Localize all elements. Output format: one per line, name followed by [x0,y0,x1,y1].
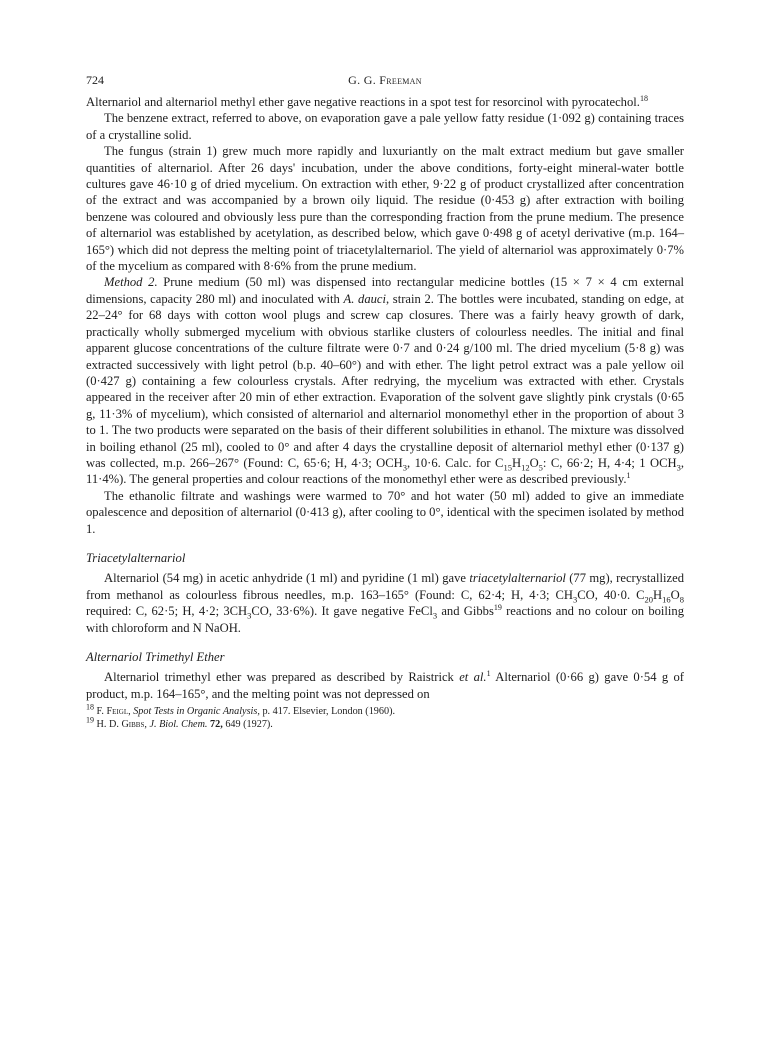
footnote-19: $^{19}$ H. D. Gibbs, J. Biol. Chem. 72, 649 (1927). [86,715,273,730]
paragraph-trimethyl-ether: Alternariol trimethyl ether was prepared as described by Raistrick et al.$^1$ Alternariol (0·66 g) gave 0·54 g of product, m.p. 164–165°, and the melting point was not depressed on [86,669,684,701]
reference-19: 19 [493,603,502,612]
species-name: A. dauci [343,291,386,306]
reference-1-raistrick: 1 [486,669,491,679]
footnotes [86,702,684,731]
journal-page [86,72,684,731]
paragraph-malt-medium: The fungus (strain 1) grew much more rapidly and luxuriantly on the malt extract medium but gave smaller quantities of alternariol. After 26 days' incubation, under the above conditions, forty-eight mineral-water bottle cultures gave 46·10 g of dried mycelium. On extraction with ether, 9·22 g of product crystallized after concentration of the extract and was accompanied by a brown oily liquid. The residue (0·453 g) after extraction with boiling benzene was coloured and obviously less pure than the corresponding fraction from the prune medium. The presence of alternariol was established by acetylation, as described below, which gave 0·498 g of acetyl derivative (m.p. 164–165°) which did not depress the melting point of triacetylalternariol. The yield of alternariol was approximately 0·7% of the mycelium as compared with 8·6% from the prune medium. [86,144,684,274]
reference-1: 1 [626,471,631,481]
section-heading-trimethyl-ether: Alternariol Trimethyl Ether [86,650,225,664]
footnote-18: $^{18}$ F. Feigl, Spot Tests in Organic Analysis, p. 417. Elsevier, London (1960). [86,702,396,718]
method-2-label: Method 2. [104,275,158,290]
paragraph-triacetylalternariol: Alternariol (54 mg) in acetic anhydride (1 ml) and pyridine (1 ml) gave triacetylalternariol (77 mg), recrystallized from methanol as colourless fibrous needles, m.p. 163–165° (Found: C, 62·4; H, 4·3; $CH_3CO$, 40·0. $C_{20}H_{16}O_8$ required: C, 62·5; H, 4·2; $3CH_3CO$, 33·6%). It gave negative FeCl$_3$ and Gibbs$^{19}$ reactions and no colour on boiling with chloroform and N NaOH. [86,571,685,635]
page-header [86,72,684,94]
page-number: 724 [86,73,104,87]
reference-18: 18 [639,93,648,103]
paragraph-benzene-extract: The benzene extract, referred to above, on evaporation gave a pale yellow fatty residue (1·092 g) containing traces of a crystalline solid. [86,111,684,142]
section-heading-triacetylalternariol: Triacetylalternariol [86,550,186,565]
running-title: G. G. Freeman [348,73,422,87]
paragraph-method-2: Method 2. Prune medium (50 ml) was dispensed into rectangular medicine bottles (15 × 7 × 4 cm external dimensions, capacity 280 ml) and inoculated with A. dauci, strain 2. The bottles were incubated, standing on edge, at 22–24° for 68 days with cotton wool plugs and screw cap closures. There was a fairly heavy growth of dark, practically wholly submerged mycelium with obvious starlike clusters of colourless needles. The initial and final apparent glucose concentrations of the culture filtrate were 0·7 and 0·24 g/100 ml. The dried mycelium (5·8 g) was extracted successively with light petrol (b.p. 40–60°) and with ether. The light petrol extract was a pale yellow oil (0·427 g) containing a few colourless crystals. After redrying, the mycelium was extracted with ether. Crystals appeared in the receiver after 20 min of ether extraction. Evaporation of the solvent gave slightly pink crystals (0·65 g, 11·3% of mycelium), which consisted of alternariol and alternariol monomethyl ether in the proportion of about 3 to 1. The two products were separated on the basis of their different solubilities in ethanol. The mixture was dissolved in boiling ethanol (25 ml), cooled to 0° and after 4 days the crystalline deposit of alternariol methyl ether (0·137 g) was collected, m.p. 266–267° (Found: C, 65·6; H, 4·3; $OCH_3$, 10·6. Calc. for $C_{15}H_{12}O_5$: C, 66·2; H, 4·4; 1 $OCH_3$, 11·4%). The general properties and colour reactions of the monomethyl ether were as described previously.$^1$ [86,275,684,487]
paragraph-spot-test: Alternariol and alternariol methyl ether gave negative reactions in a spot test for resorcinol with pyrocatechol.$^{18}$ [86,93,648,109]
paragraph-ethanolic-filtrate: The ethanolic filtrate and washings were warmed to 70° and hot water (50 ml) added to give an immediate opalescence and deposition of alternariol (0·413 g), after cooling to 0°, identical with the specimen isolated by method 1. [86,488,684,536]
compound-name: triacetylalternariol [469,571,566,586]
